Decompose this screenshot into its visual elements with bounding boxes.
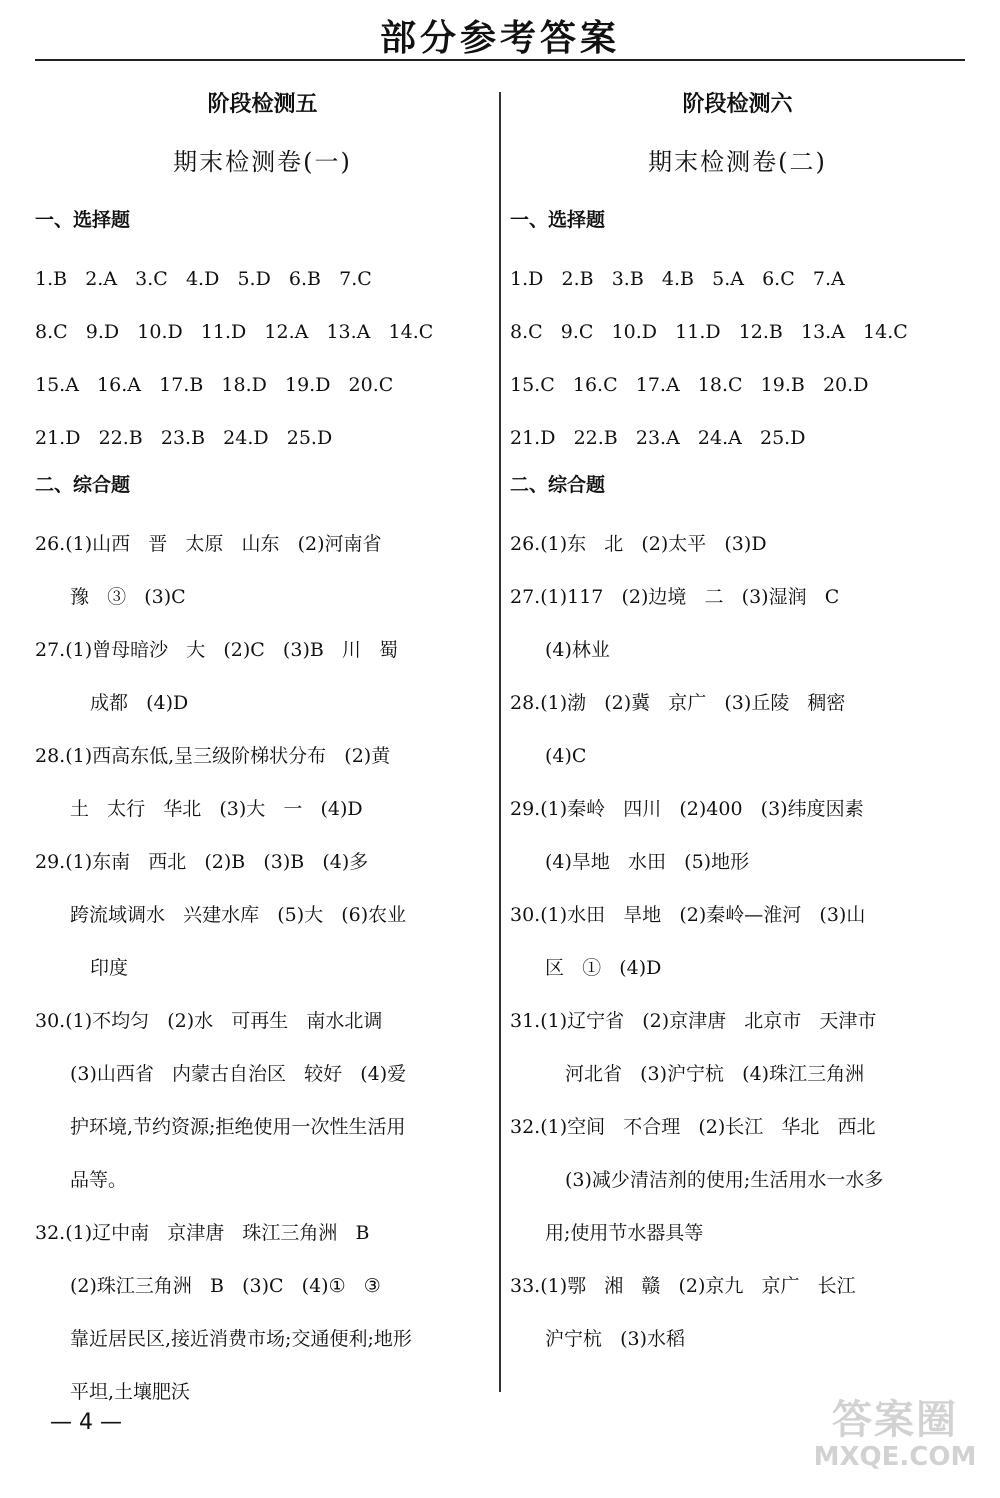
column-divider: [499, 92, 501, 1392]
right-mc-row: 15.C 16.C 17.A 18.C 19.B 20.D: [510, 374, 869, 396]
left-column: [35, 86, 490, 1419]
right-answer-line: 29.(1)秦岭 四川 (2)400 (3)纬度因素: [510, 798, 864, 820]
right-answer-line: 32.(1)空间 不合理 (2)长江 华北 西北: [510, 1116, 876, 1138]
right-mc-row: 21.D 22.B 23.A 24.A 25.D: [510, 427, 806, 449]
right-answer-line: 33.(1)鄂 湘 赣 (2)京九 京广 长江: [510, 1275, 856, 1297]
right-answer-line: (4)旱地 水田 (5)地形: [545, 851, 750, 873]
right-answer-line: 河北省 (3)沪宁杭 (4)珠江三角洲: [565, 1063, 865, 1085]
left-answer-line: 靠近居民区,接近消费市场;交通便利;地形: [70, 1328, 412, 1350]
left-mc-row: 8.C 9.D 10.D 11.D 12.A 13.A 14.C: [35, 321, 434, 343]
page-title: 部分参考答案: [379, 18, 620, 59]
right-stage-title: 阶段检测六: [682, 92, 793, 117]
right-answer-line: 沪宁杭 (3)水稻: [545, 1328, 686, 1350]
left-answer-line: (3)山西省 内蒙古自治区 较好 (4)爱: [70, 1063, 407, 1085]
right-answer-line: 31.(1)辽宁省 (2)京津唐 北京市 天津市: [510, 1010, 877, 1032]
watermark-logo: 答案圈: [832, 1397, 958, 1443]
left-answer-line: 32.(1)辽中南 京津唐 珠江三角洲 B: [35, 1222, 370, 1244]
left-answer-line: 印度: [90, 957, 129, 979]
watermark-url: MXQE.COM: [813, 1442, 977, 1472]
page-number: — 4 —: [50, 1410, 122, 1435]
right-answer-line: 区 ① (4)D: [545, 957, 662, 979]
right-answer-line: 30.(1)水田 旱地 (2)秦岭—淮河 (3)山: [510, 904, 866, 926]
left-answer-line: 27.(1)曾母暗沙 大 (2)C (3)B 川 蜀: [35, 639, 399, 661]
right-section-comprehensive-heading: 二、综合题: [510, 474, 606, 496]
right-mc-row: 8.C 9.C 10.D 11.D 12.B 13.A 14.C: [510, 321, 908, 343]
left-answer-line: 豫 ③ (3)C: [70, 586, 186, 608]
left-answer-line: 29.(1)东南 西北 (2)B (3)B (4)多: [35, 851, 369, 873]
right-answer-line: 28.(1)渤 (2)冀 京广 (3)丘陵 稠密: [510, 692, 846, 714]
right-answer-line: (4)C: [545, 745, 587, 767]
right-section-choice-heading: 一、选择题: [510, 209, 606, 231]
left-answer-line: 28.(1)西高东低,呈三级阶梯状分布 (2)黄: [35, 745, 391, 767]
left-answer-line: 跨流域调水 兴建水库 (5)大 (6)农业: [70, 904, 407, 926]
right-answer-line: (4)林业: [545, 639, 610, 661]
watermark: [800, 1398, 990, 1472]
left-section-comprehensive-heading: 二、综合题: [35, 474, 131, 496]
left-answer-line: 品等。: [70, 1169, 128, 1191]
left-stage-title: 阶段检测五: [207, 92, 318, 117]
left-mc-row: 15.A 16.A 17.B 18.D 19.D 20.C: [35, 374, 394, 396]
right-exam-title: 期末检测卷(二): [648, 148, 827, 176]
left-answer-line: 26.(1)山西 晋 太原 山东 (2)河南省: [35, 533, 382, 555]
left-exam-title: 期末检测卷(一): [173, 148, 352, 176]
right-answer-line: 26.(1)东 北 (2)太平 (3)D: [510, 533, 767, 555]
left-answer-line: 护环境,节约资源;拒绝使用一次性生活用: [70, 1116, 406, 1138]
left-mc-row: 21.D 22.B 23.B 24.D 25.D: [35, 427, 333, 449]
right-column: [510, 86, 965, 1366]
right-answer-line: 27.(1)117 (2)边境 二 (3)湿润 C: [510, 586, 840, 608]
left-mc-row: 1.B 2.A 3.C 4.D 5.D 6.B 7.C: [35, 268, 372, 290]
left-answer-line: (2)珠江三角洲 B (3)C (4)① ③: [70, 1275, 381, 1297]
right-answer-line: 用;使用节水器具等: [545, 1222, 704, 1244]
left-section-choice-heading: 一、选择题: [35, 209, 131, 231]
right-mc-row: 1.D 2.B 3.B 4.B 5.A 6.C 7.A: [510, 268, 845, 290]
left-answer-line: 30.(1)不均匀 (2)水 可再生 南水北调: [35, 1010, 383, 1032]
header-rule: [35, 59, 965, 61]
left-answer-line: 平坦,土壤肥沃: [70, 1381, 191, 1403]
left-answer-line: 土 太行 华北 (3)大 一 (4)D: [70, 798, 363, 820]
left-answer-line: 成都 (4)D: [90, 692, 189, 714]
right-answer-line: (3)减少清洁剂的使用;生活用水一水多: [565, 1169, 884, 1191]
